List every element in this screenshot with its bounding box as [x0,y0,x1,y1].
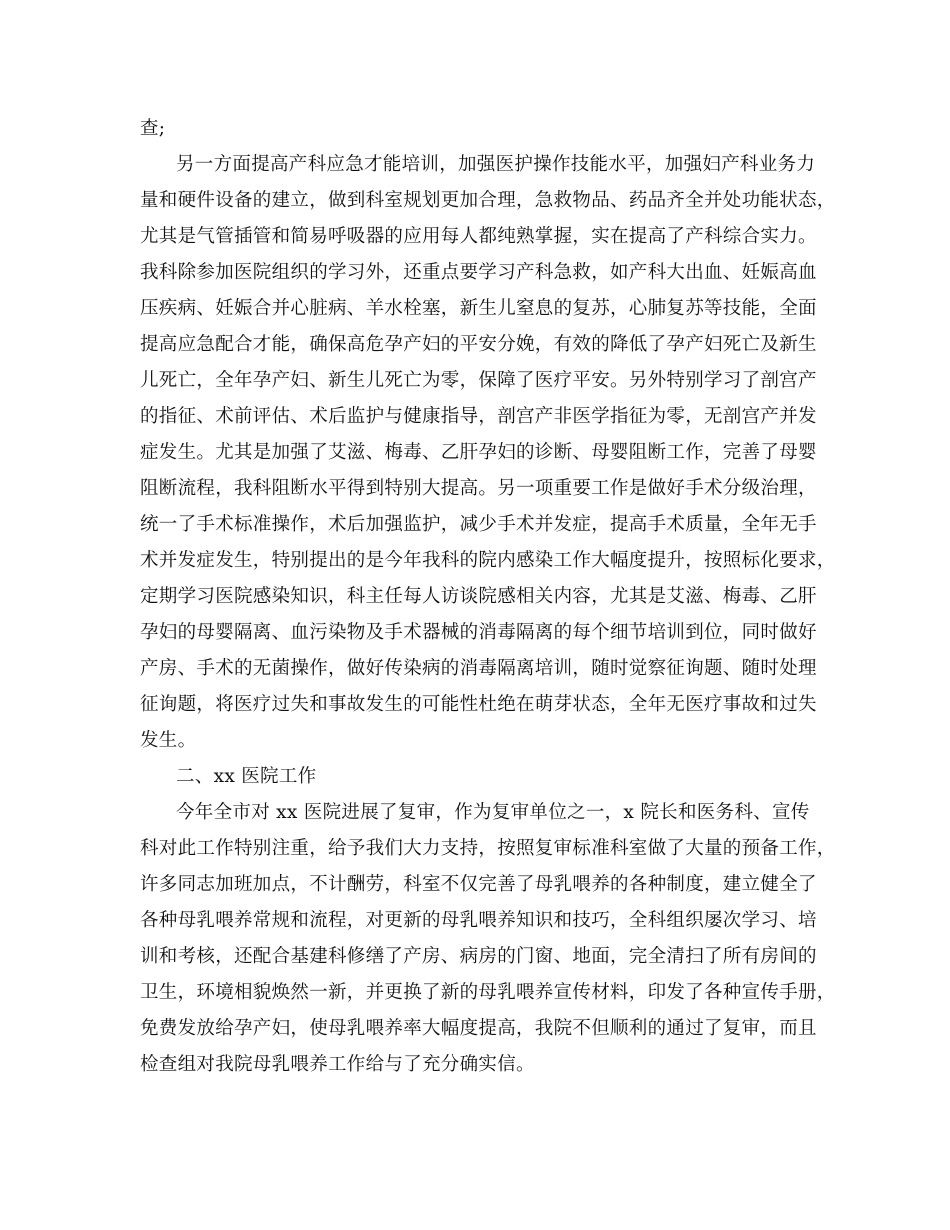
paragraph-start-line: 另一方面提高产科应急才能培训，加强医护操作技能水平，加强妇产科业务力 [176,154,816,175]
section-heading: 二、xx 医院工作 [176,766,317,787]
text-line: 症发生。尤其是加强了艾滋、梅毒、乙肝孕妇的诊断、母婴阻断工作，完善了母婴 [140,442,817,463]
text-line: 许多同志加班加点，不计酬劳，科室不仅完善了母乳喂养的各种制度，建立健全了 [140,874,817,895]
text-line: 儿死亡，全年孕产妇、新生儿死亡为零，保障了医疗平安。另外特别学习了剖宫产 [140,370,817,391]
text-line: 尤其是气管插管和简易呼吸器的应用每人都纯熟掌握，实在提高了产科综合实力。 [140,226,817,247]
text-line: 征询题，将医疗过失和事故发生的可能性杜绝在萌芽状态，全年无医疗事故和过失 [140,694,817,715]
text-line: 发生。 [140,730,197,751]
text-line: 统一了手术标准操作，术后加强监护，减少手术并发症，提高手术质量，全年无手 [140,514,817,535]
text-line: 术并发症发生，特别提出的是今年我科的院内感染工作大幅度提升，按照标化要求， [140,550,836,571]
text-line: 免费发放给孕产妇，使母乳喂养率大幅度提高，我院不但顺利的通过了复审，而且 [140,1018,817,1039]
text-line: 各种母乳喂养常规和流程，对更新的母乳喂养知识和技巧，全科组织屡次学习、培 [140,910,817,931]
text-line: 定期学习医院感染知识，科主任每人访谈院感相关内容，尤其是艾滋、梅毒、乙肝 [140,586,817,607]
text-line: 孕妇的母婴隔离、血污染物及手术器械的消毒隔离的每个细节培训到位，同时做好 [140,622,817,643]
text-line: 阻断流程，我科阻断水平得到特别大提高。另一项重要工作是做好手术分级治理， [140,478,817,499]
text-line: 压疾病、妊娠合并心脏病、羊水栓塞，新生儿窒息的复苏，心肺复苏等技能，全面 [140,298,817,319]
text-line: 量和硬件设备的建立，做到科室规划更加合理，急救物品、药品齐全并处功能状态， [140,190,836,211]
text-line: 的指征、术前评估、术后监护与健康指导，剖宫产非医学指征为零，无剖宫产并发 [140,406,817,427]
text-line: 检查组对我院母乳喂养工作给与了充分确实信。 [140,1054,535,1075]
paragraph-start-line: 今年全市对 xx 医院进展了复审，作为复审单位之一，x 院长和医务科、宣传 [176,802,810,823]
text-line: 卫生，环境相貌焕然一新，并更换了新的母乳喂养宣传材料，印发了各种宣传手册， [140,982,836,1003]
text-line: 我科除参加医院组织的学习外，还重点要学习产科急救，如产科大出血、妊娠高血 [140,262,817,283]
text-line: 产房、手术的无菌操作，做好传染病的消毒隔离培训，随时觉察征询题、随时处理 [140,658,817,679]
text-line: 科对此工作特别注重，给予我们大力支持，按照复审标准科室做了大量的预备工作， [140,838,836,859]
text-line: 训和考核，还配合基建科修缮了产房、病房的门窗、地面，完全清扫了所有房间的 [140,946,817,967]
text-line: 提高应急配合才能，确保高危孕产妇的平安分娩，有效的降低了孕产妇死亡及新生 [140,334,817,355]
text-line: 查; [140,118,166,139]
